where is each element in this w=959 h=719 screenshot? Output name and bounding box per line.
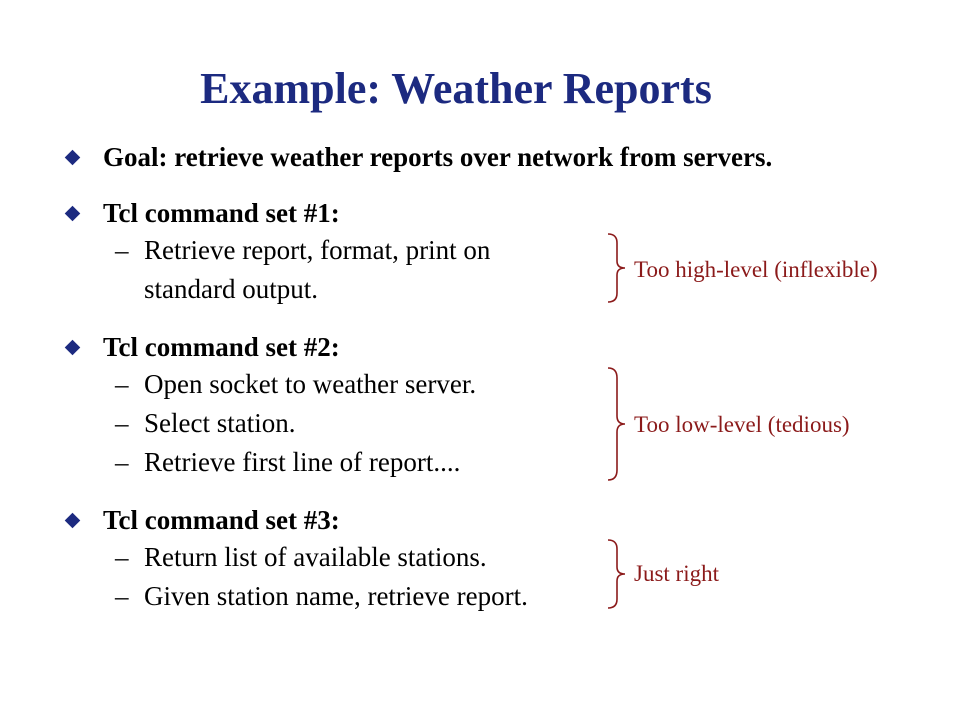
- annotation-too-low-level: Too low-level (tedious): [634, 412, 850, 437]
- right-brace-icon: [603, 232, 629, 304]
- sub-bullet-text: Retrieve report, format, print on: [144, 235, 491, 265]
- bullet-diamond-icon: [65, 340, 81, 356]
- sub-bullet-dash: –: [115, 581, 129, 611]
- sub-bullet-text: Select station.: [144, 408, 296, 438]
- annotation-too-high-level: Too high-level (inflexible): [634, 257, 878, 282]
- sub-bullet-text: Open socket to weather server.: [144, 369, 477, 399]
- sub-bullet-text: Given station name, retrieve report.: [144, 581, 528, 611]
- bullet-command-set-1-text: Tcl command set #1:: [103, 198, 340, 228]
- bullet-command-set-3-text: Tcl command set #3:: [103, 505, 340, 535]
- sub-bullet-dash: –: [115, 369, 129, 399]
- annotation-just-right: Just right: [634, 561, 719, 586]
- right-brace-icon: [603, 538, 629, 610]
- sub-bullet-dash: –: [115, 447, 129, 477]
- sub-bullet-dash: –: [115, 542, 129, 572]
- sub-bullet-dash: –: [115, 408, 129, 438]
- bullet-diamond-icon: [65, 513, 81, 529]
- slide-title: Example: Weather Reports: [200, 64, 712, 113]
- sub-bullet-dash: –: [115, 235, 129, 265]
- bullet-diamond-icon: [65, 206, 81, 222]
- bullet-goal-text: Goal: retrieve weather reports over network from servers.: [103, 142, 773, 172]
- bullet-command-set-2-text: Tcl command set #2:: [103, 332, 340, 362]
- right-brace-icon: [603, 366, 629, 482]
- sub-bullet-text: standard output.: [144, 274, 318, 304]
- bullet-diamond-icon: [65, 150, 81, 166]
- sub-bullet-text: Retrieve first line of report....: [144, 447, 461, 477]
- sub-bullet-text: Return list of available stations.: [144, 542, 487, 572]
